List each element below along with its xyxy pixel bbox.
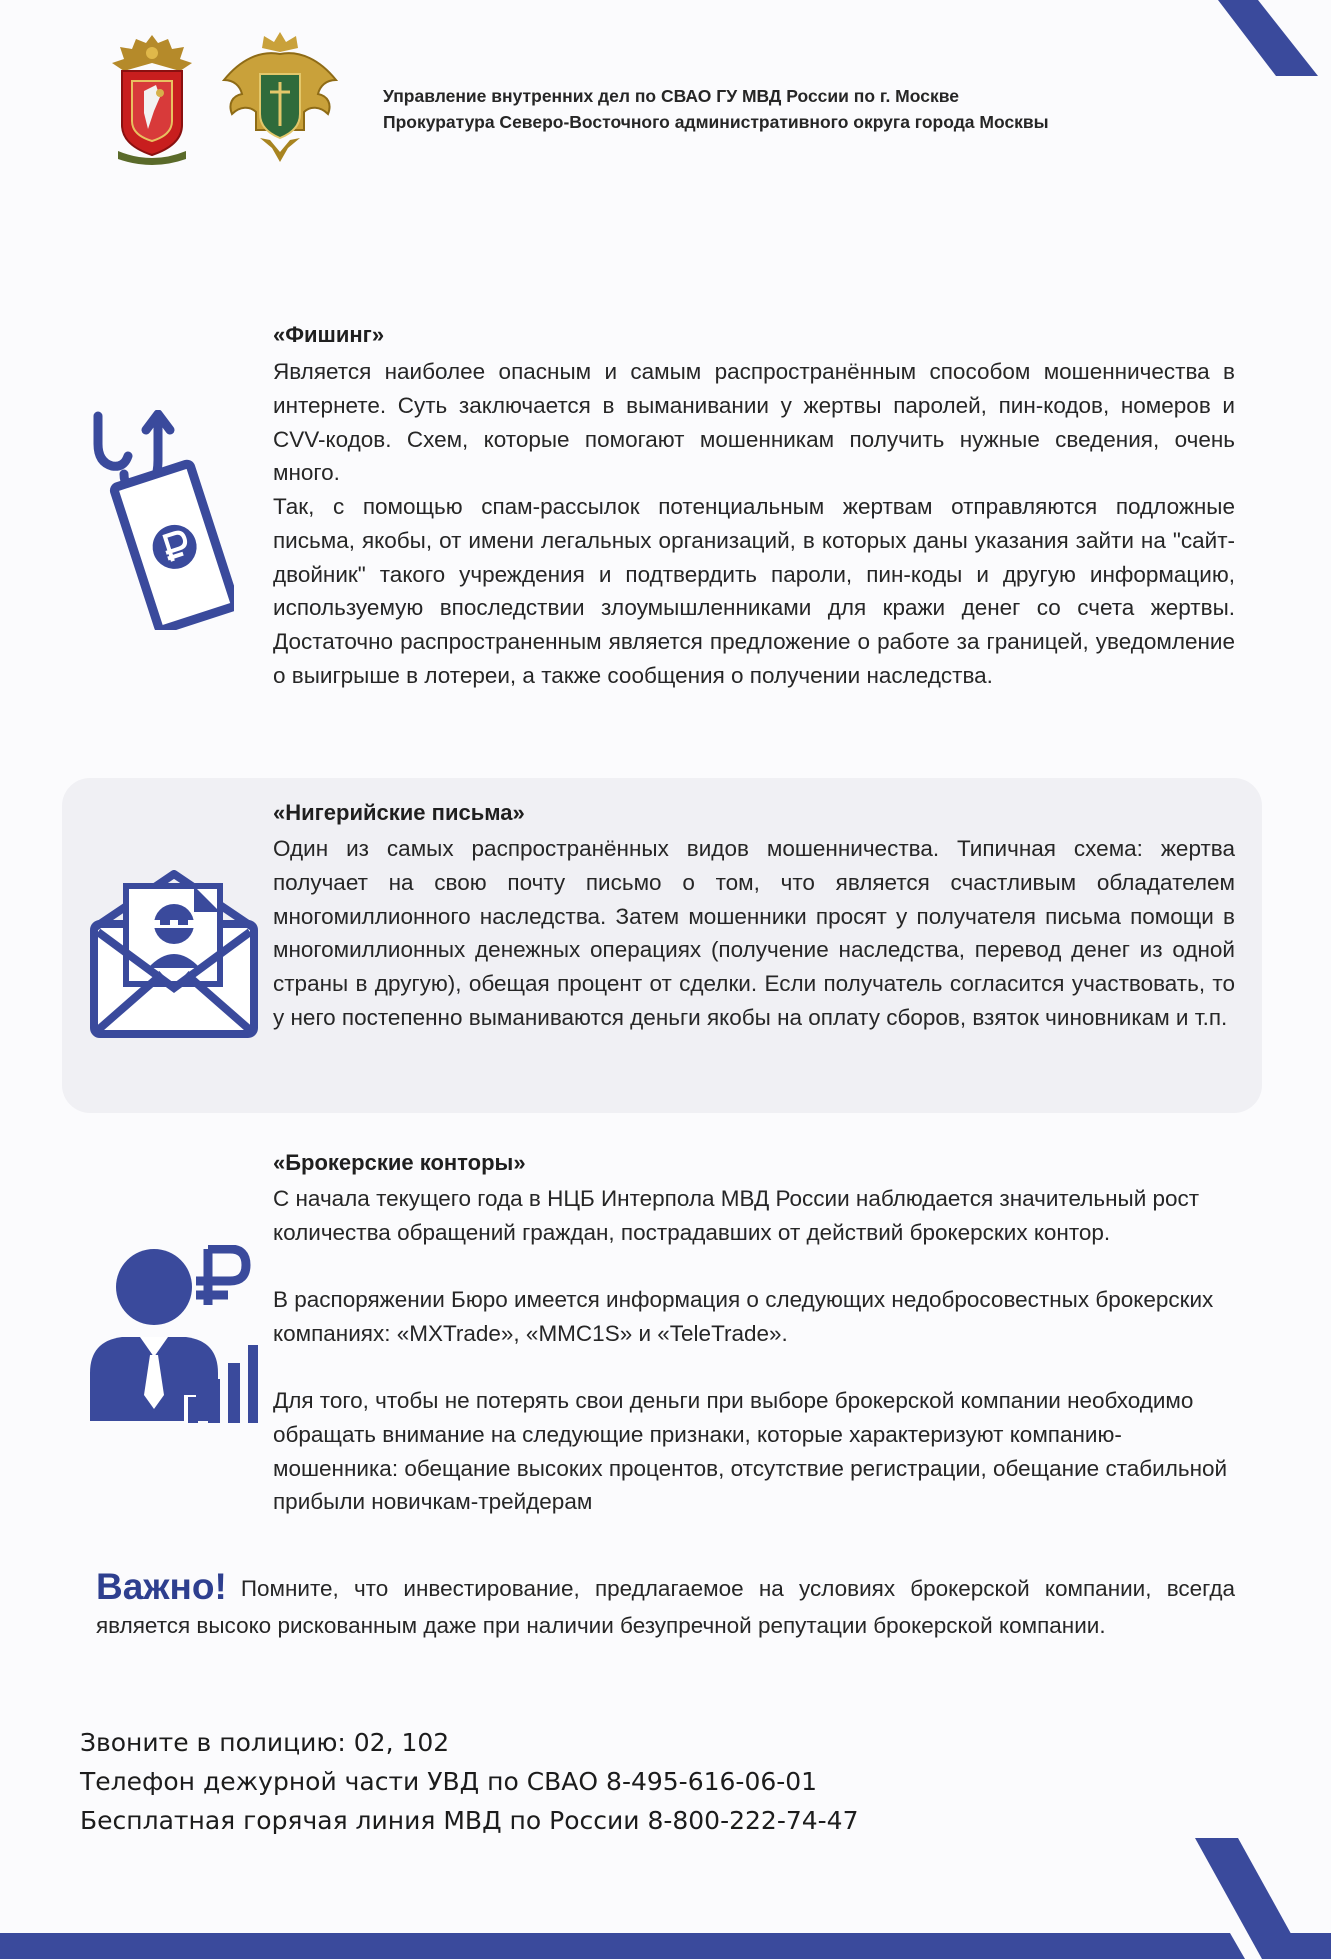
phishing-paragraph-1: Является наиболее опасным и самым распространённым способом мошенничества в интернете. Суть заключается в выманивании у жертвы паролей, пин-кодов, номеров и CVV-кодов. Схем, которые помогают мошенникам получить нужные сведения, очень много. <box>273 359 1235 486</box>
nigeria-paragraph: Один из самых распространённых видов мошенничества. Типичная схема: жертва получает на свою почту письмо о том, что является счастливым обладателем многомиллионного наследства. Затем мошенники просят у получателя письма помощи в многомиллионных денежных операциях (получение наследства, перевод денег из одной страны в другую), обещая процент от сделки. Если получатель согласится участвовать, то у него постепенно выманиваются деньги якобы на оплату сборов, взяток чиновникам и т.п. <box>273 836 1235 1030</box>
bottom-stripe-decoration <box>0 1838 1331 1959</box>
phishing-paragraph-2: Так, с помощью спам-рассылок потенциальным жертвам отправляются подложные письма, якобы, от имени легальных организаций, в которых даны указания зайти на "сайт-двойник" такого учреждения и подтвердить пароли, пин-коды и другую информацию, используемую впоследствии злоумышленниками для кражи денег со счета жертвы. Достаточно распространенным является предложение о работе за границей, уведомление о выигрыше в лотереи, а также сообщения о получении наследства. <box>273 494 1235 688</box>
fishing-hook-banknote-icon <box>84 410 234 630</box>
important-text: Помните, что инвестирование, предлагаемое на условиях брокерской компании, всегда является высоко рискованным даже при наличии безупречной репутации брокерской компании. <box>96 1576 1235 1638</box>
prosecutor-emblem <box>220 30 340 165</box>
envelope-hacker-icon <box>90 870 260 1040</box>
broker-paragraph-3: Для того, чтобы не потерять свои деньги при выборе брокерской компании необходимо обращать внимание на следующие признаки, которые характеризуют компанию-мошенника: обещание высоких процентов, отсутствие регистрации, обещание стабильной прибыли новичкам-трейдерам <box>273 1388 1228 1515</box>
contact-hotline: Бесплатная горячая линия МВД по России 8-800-222-74-47 <box>80 1806 859 1835</box>
mvd-moscow-emblem <box>110 33 195 168</box>
contact-duty-phone: Телефон дежурной части УВД по СВАО 8-495-616-06-01 <box>80 1767 818 1796</box>
broker-title: «Брокерские конторы» <box>273 1150 526 1175</box>
phishing-title: «Фишинг» <box>273 322 385 347</box>
org-line-prosecutor: Прокуратура Северо-Восточного административного округа города Москвы <box>383 112 1049 132</box>
important-label: Важно! <box>96 1566 227 1607</box>
contact-police: Звоните в полицию: 02, 102 <box>80 1728 450 1757</box>
important-notice <box>96 1568 1235 1644</box>
corner-stripe-top-right <box>1218 0 1318 76</box>
contacts-block <box>80 1723 859 1840</box>
nigeria-title: «Нигерийские письма» <box>273 800 525 825</box>
organization-names <box>383 83 1049 135</box>
businessman-ruble-chart-icon <box>88 1245 258 1425</box>
broker-paragraph-1: С начала текущего года в НЦБ Интерпола МВД России наблюдается значительный рост количества обращений граждан, пострадавших от действий брокерских контор. <box>273 1186 1200 1245</box>
broker-paragraph-2: В распоряжении Бюро имеется информация о следующих недобросовестных брокерских компаниях: «MXTrade», «MMC1S» и «TeleTrade». <box>273 1287 1214 1346</box>
org-line-mvd: Управление внутренних дел по СВАО ГУ МВД России по г. Москве <box>383 86 959 106</box>
